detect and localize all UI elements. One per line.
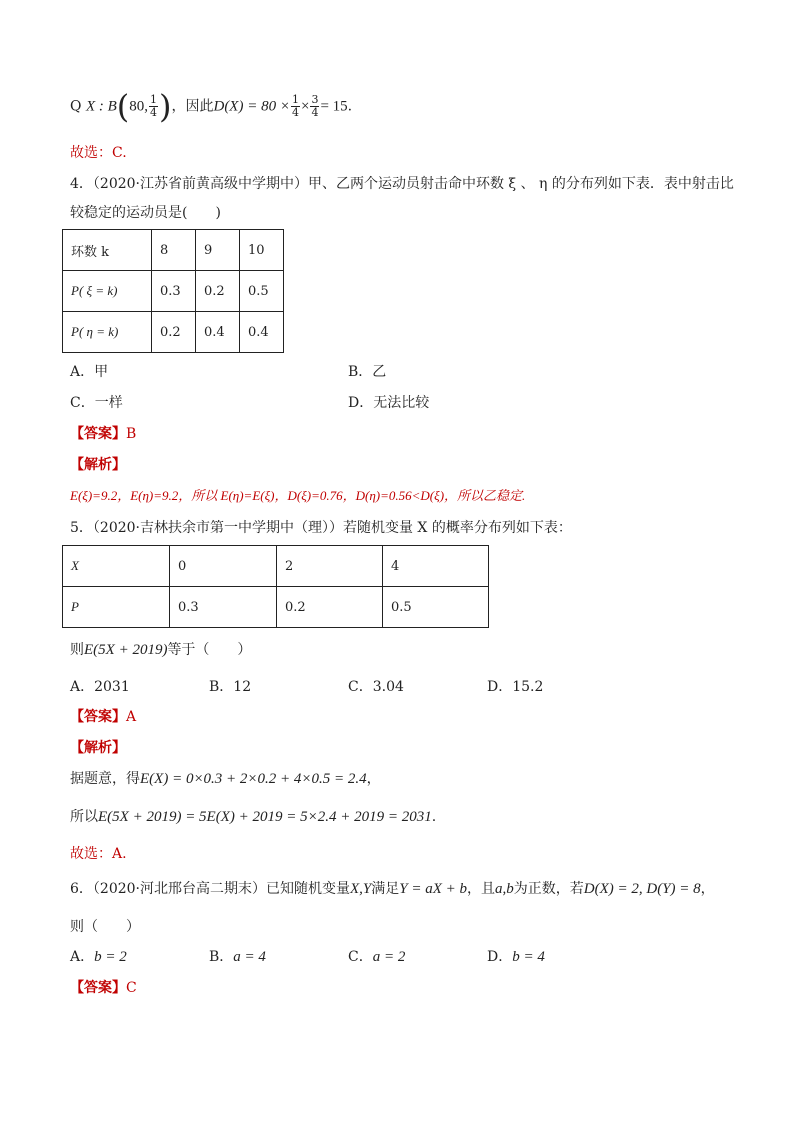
table-cell: 0.4 [196,312,240,353]
q4-analysis-label: 【解析】 [70,457,126,473]
table-cell: 4 [383,546,489,587]
table-cell: 2 [277,546,383,587]
q5-choice: 故选：A. [70,846,127,862]
q6-vars: X,Y [350,881,372,897]
table-row [63,587,489,628]
q6-stem-b: 满足 [371,881,400,897]
q3-times: × [300,98,310,115]
q3-params: 80, [129,98,148,115]
table-cell: P( ξ = k) [63,271,152,312]
right-paren: ) [159,87,172,126]
q6-stem [70,878,715,900]
table-cell: 10 [240,230,284,271]
q5-line1-expr: E(X) = 0×0.3 + 2×0.2 + 4×0.5 = 2.4 [140,771,367,787]
q5-ask-expr: E(5X + 2019) [84,642,168,658]
q4-stem-line2: 较稳定的运动员是( ) [70,205,221,221]
q4-stem-line1: 4．（2020·江苏省前黄高级中学期中）甲、乙两个运动员射击命中环数 ξ 、 η 的分布列如下表．表中射击比 [70,176,734,192]
q5-line2-end: . [431,809,437,825]
table-row [63,546,489,587]
q3-prefix: Q [70,98,82,115]
q3-result: = 15 [320,98,348,115]
answer-label: 【答案】 [70,426,126,442]
q6-line2: 则（ ） [70,919,140,935]
table-cell: 0.3 [152,271,196,312]
q3-frac2: $\frac{3}{4}$ [311,93,319,119]
q5-ask [70,639,251,661]
answer-label: 【答案】 [70,709,126,725]
q5-option-b: B．12 [209,679,252,695]
q4-option-b: B．乙 [348,364,387,380]
table-cell: P [63,587,170,628]
q6-option-a: A．b = 2 [70,949,127,965]
q4-answer [70,423,136,445]
q4-distribution-table [62,229,284,353]
q5-ask-suffix: 等于（ ） [167,642,252,658]
q6-stem-d: 为正数，若 [513,881,584,897]
table-cell: X [63,546,170,587]
q3-end: . [347,98,353,115]
q6-stem-c: ，且 [467,881,496,897]
table-cell: 环数 k [63,230,152,271]
q3-frac1b: $\frac{1}{4}$ [291,93,299,119]
table-row [63,312,284,353]
q4-option-d: D．无法比较 [348,395,430,411]
q5-line2-expr: E(5X + 2019) = 5E(X) + 2019 = 5×2.4 + 2019 = 2031 [98,809,432,825]
q4-option-a: A．甲 [70,364,109,380]
q3-formula-line [70,87,353,126]
table-cell: 0.5 [383,587,489,628]
q3-dx: D(X) = 80 × [213,98,290,115]
table-cell: 0 [170,546,277,587]
q5-distribution-table [62,545,489,628]
q5-answer [70,706,136,728]
answer-label: 【答案】 [70,980,126,996]
q6-option-b: B．a = 4 [209,949,266,965]
q5-analysis-label: 【解析】 [70,740,126,756]
table-cell: 0.2 [196,271,240,312]
q3-choice: 故选：C. [70,145,127,161]
answer-value: B [126,426,137,442]
q5-stem: 5．（2020·吉林扶余市第一中学期中（理））若随机变量 X 的概率分布列如下表： [70,520,572,536]
answer-value: C [126,980,137,996]
q6-option-d: D．b = 4 [487,949,545,965]
q6-answer [70,977,137,999]
q3-frac1: $\frac{1}{4}$ [150,93,157,119]
table-cell: 8 [152,230,196,271]
q6-ab: a,b [495,881,514,897]
q5-ask-prefix: 则 [70,642,84,658]
q6-stem-a: 6．（2020·河北邢台高二期末）已知随机变量 [70,881,350,897]
q6-cond: D(X) = 2, D(Y) = 8 [583,881,701,897]
table-cell: 0.2 [277,587,383,628]
q5-line1-prefix: 据题意，得 [70,771,140,787]
q5-option-d: D．15.2 [487,679,544,695]
q5-option-c: C．3.04 [348,679,404,695]
table-row [63,230,284,271]
table-cell: 9 [196,230,240,271]
q4-analysis: E(ξ)=9.2，E(η)=9.2，所以 E(η)=E(ξ)，D(ξ)=0.76，D(η)=0.56<D(ξ)，所以乙稳定. [70,488,526,503]
q6-stem-e: ， [700,881,715,897]
q6-relation: Y = aX + b [399,881,468,897]
q5-analysis-line1 [70,768,381,790]
q4-option-c: C．一样 [70,395,123,411]
table-cell: 0.2 [152,312,196,353]
table-row [63,271,284,312]
q3-dist: X : B [85,98,117,115]
q5-line2-prefix: 所以 [70,809,98,825]
q5-option-a: A．2031 [70,679,130,695]
table-cell: 0.5 [240,271,284,312]
table-cell: 0.3 [170,587,277,628]
table-cell: 0.4 [240,312,284,353]
q5-line1-end: ， [366,771,381,787]
left-paren: ( [116,87,130,126]
q5-analysis-line2 [70,806,436,828]
q6-option-c: C．a = 2 [348,949,406,965]
answer-value: A [126,709,137,725]
table-cell: P( η = k) [63,312,152,353]
q3-therefore: ，因此 [171,98,214,115]
